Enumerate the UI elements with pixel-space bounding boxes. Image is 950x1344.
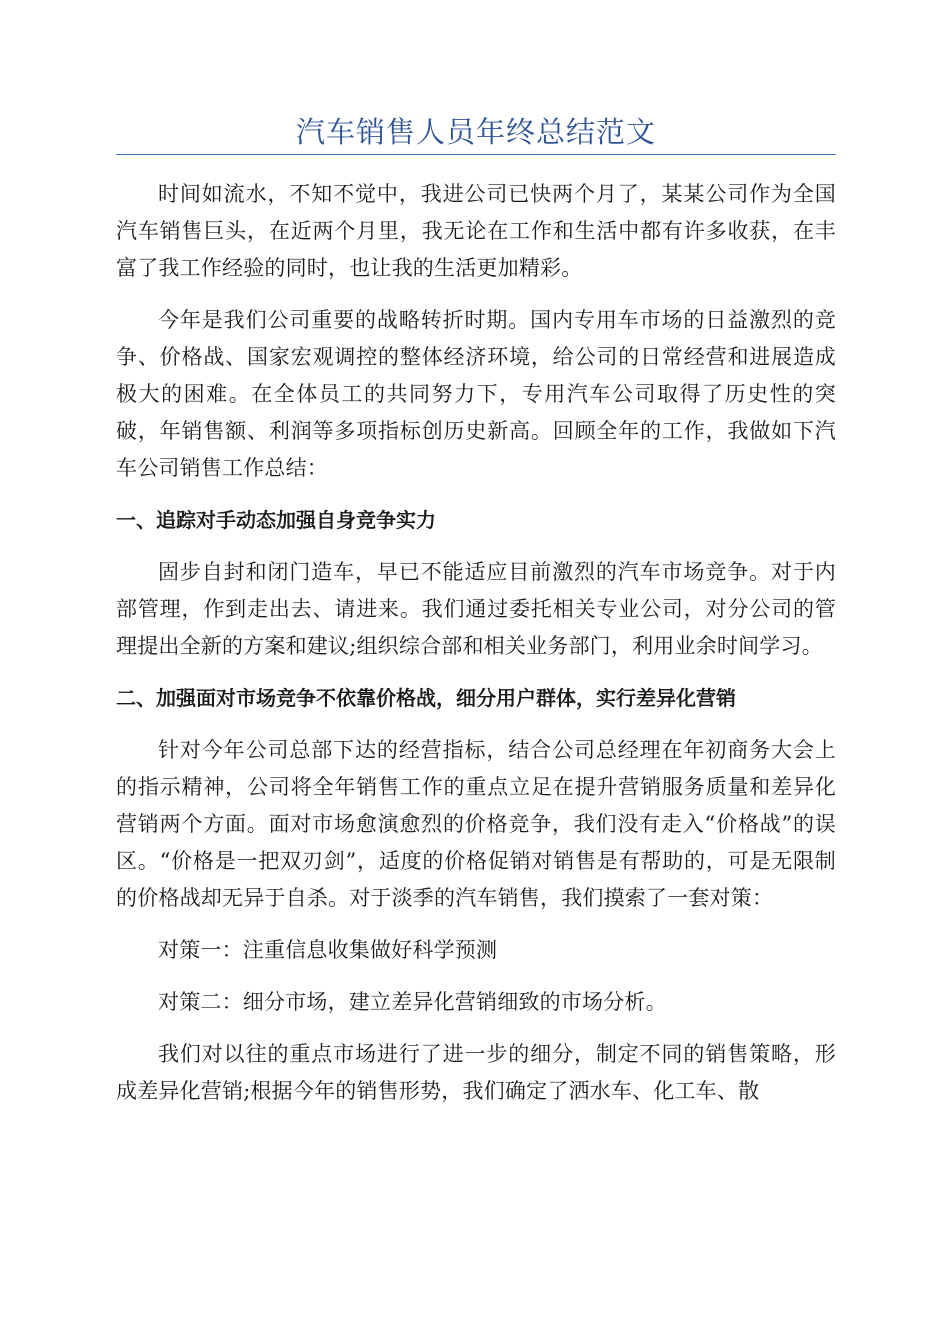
title-underline [116, 154, 836, 155]
section-2-paragraph-continued: 我们对以往的重点市场进行了进一步的细分，制定不同的销售策略，形成差异化营销;根据今年的销售形势，我们确定了洒水车、化工车、散 [116, 1042, 836, 1103]
strategy-2: 对策二：细分市场，建立差异化营销细致的市场分析。 [158, 990, 667, 1014]
document-title: 汽车销售人员年终总结范文 [295, 115, 656, 149]
overview-paragraph: 今年是我们公司重要的战略转折时期。国内专用车市场的日益激烈的竞争、价格战、国家宏观调控的整体经济环境，给公司的日常经营和进展造成极大的困难。在全体员工的共同努力下，专用汽车公司取得了历史性的突破，年销售额、利润等多项指标创历史新高。回顾全年的工作，我做如下汽车公司销售工作总结： [116, 308, 836, 480]
section-heading-1: 一、追踪对手动态加强自身竞争实力 [116, 508, 436, 532]
section-heading-2: 二、加强面对市场竞争不依靠价格战，细分用户群体，实行差异化营销 [116, 686, 736, 710]
document-body [116, 176, 836, 1125]
section-2-paragraph: 针对今年公司总部下达的经营指标，结合公司总经理在年初商务大会上的指示精神，公司将全年销售工作的重点立足在提升营销服务质量和差异化营销两个方面。面对市场愈演愈烈的价格竞争，我们没有走入“价格战”的误区。“价格是一把双刃剑”，适度的价格促销对销售是有帮助的，可是无限制的价格战却无异于自杀。对于淡季的汽车销售，我们摸索了一套对策： [116, 738, 836, 910]
section-1-paragraph: 固步自封和闭门造车，早已不能适应目前激烈的汽车市场竞争。对于内部管理，作到走出去、请进来。我们通过委托相关专业公司，对分公司的管理提出全新的方案和建议;组织综合部和相关业务部门，利用业余时间学习。 [116, 560, 836, 658]
strategy-1: 对策一：注重信息收集做好科学预测 [158, 938, 498, 962]
intro-paragraph: 时间如流水，不知不觉中，我进公司已快两个月了，某某公司作为全国汽车销售巨头，在近两个月里，我无论在工作和生活中都有许多收获，在丰富了我工作经验的同时，也让我的生活更加精彩。 [116, 182, 836, 280]
